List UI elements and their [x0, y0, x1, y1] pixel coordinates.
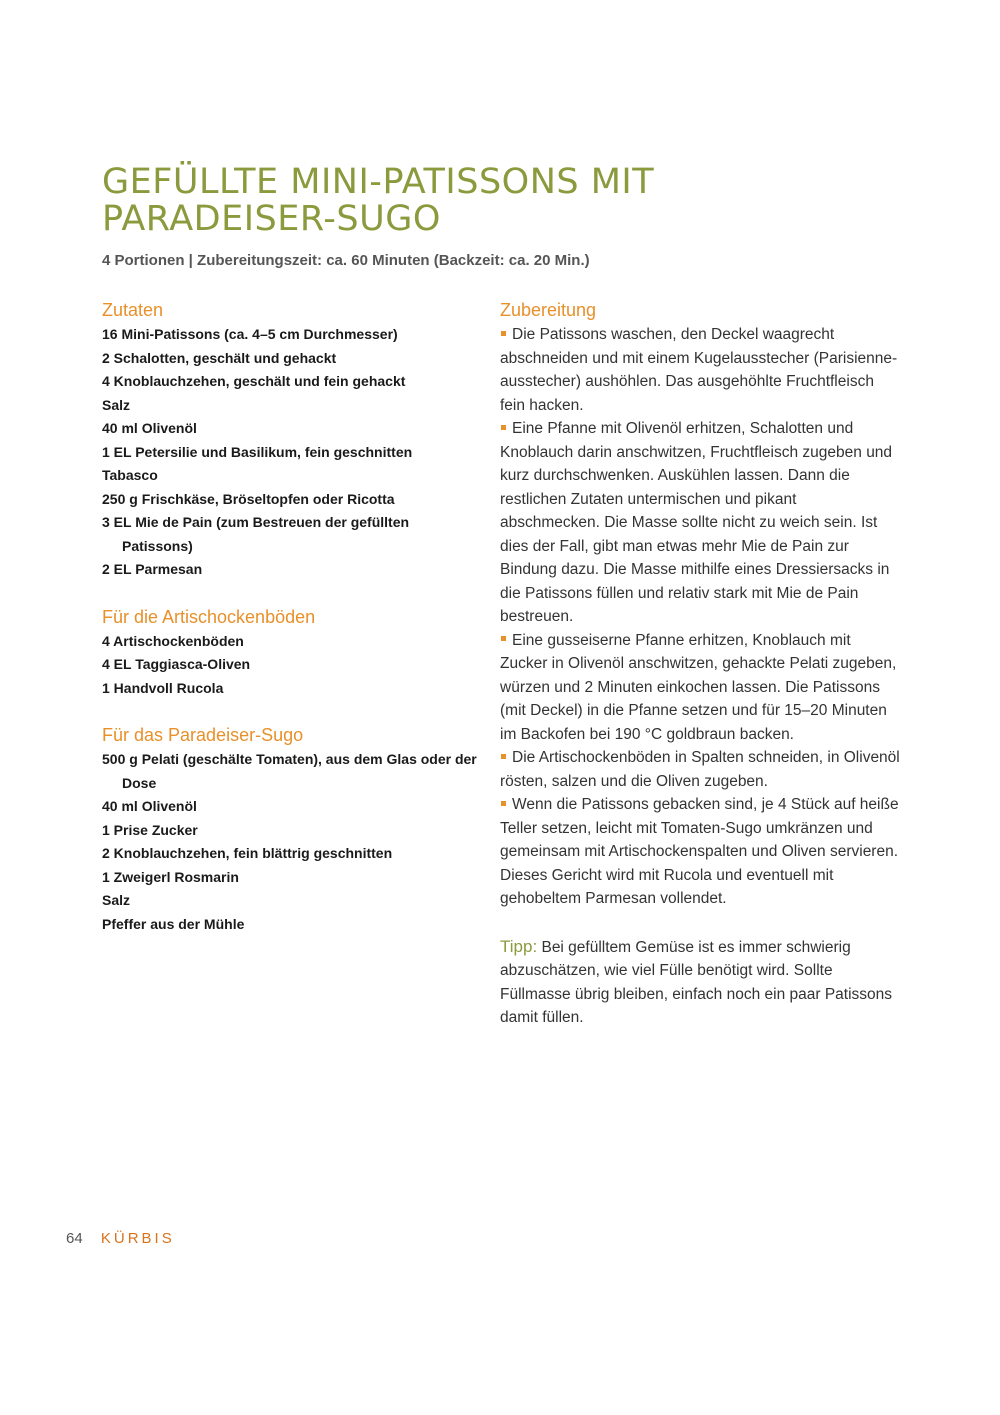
artichoke-list: [102, 630, 477, 701]
ingredients-column: [102, 296, 477, 936]
preparation-step: [500, 746, 900, 793]
recipe-title-line-2: PARADEISER-SUGO: [102, 199, 441, 239]
ingredient-item: 2 Schalotten, geschält und gehackt: [102, 349, 337, 366]
preparation-steps: [500, 323, 900, 911]
preparation-step: [500, 793, 900, 911]
bullet-square-icon: [501, 754, 506, 759]
ingredient-item: 1 Handvoll Rucola: [102, 679, 224, 696]
ingredient-item: Tabasco: [102, 467, 158, 483]
bullet-square-icon: [501, 636, 506, 641]
ingredient-item: Salz: [102, 396, 131, 413]
ingredient-item: 4 EL Taggiasca-Oliven: [102, 656, 251, 672]
ingredient-item: 16 Mini-Patissons (ca. 4–5 cm Durchmesser): [102, 326, 398, 342]
preparation-step-text: Eine Pfanne mit Olivenöl erhitzen, Schalotten und Knoblauch darin anschwitzen, Fruchtfleisch zugeben und kurz durchschwenken. Auskühlen lassen. Dann die restlichen Zutaten untermischen und pikant abschmecken. Die Masse sollte nicht zu weich sein. Ist dies der Fall, gibt man etwas mehr Mie de Pain zur Bindung dazu. Die Masse mithilfe eines Dressiersacks in die Patissons füllen und relativ stark mit Mie de Pain bestreuen.: [500, 420, 893, 625]
ingredients-heading: Zutaten: [102, 300, 164, 320]
bullet-square-icon: [501, 801, 506, 806]
preparation-column: [500, 296, 900, 1045]
ingredient-item: Salz: [102, 892, 131, 908]
preparation-step: [500, 323, 900, 417]
preparation-step: [500, 629, 900, 747]
ingredient-item: 4 Knoblauchzehen, geschält und fein gehackt: [102, 373, 406, 389]
sugo-heading: Für das Paradeiser-Sugo: [102, 725, 304, 745]
ingredient-item: 1 EL Petersilie und Basilikum, fein geschnitten: [102, 443, 413, 460]
preparation-step-text: Die Artischockenböden in Spalten schneiden, in Olivenöl rösten, salzen und die Oliven zugeben.: [500, 749, 900, 790]
preparation-step-text: Wenn die Patissons gebacken sind, je 4 Stück auf heiße Teller setzen, leicht mit Tomaten-Sugo umkränzen und gemeinsam mit Artischockenspalten und Oliven servieren. Dieses Gericht wird mit Rucola und eventuell mit gehobeltem Parmesan vollendet.: [500, 796, 899, 907]
ingredient-item: 2 Knoblauchzehen, fein blättrig geschnitten: [102, 845, 393, 861]
bullet-square-icon: [501, 331, 506, 336]
ingredient-item: 250 g Frischkäse, Bröseltopfen oder Ricotta: [102, 490, 395, 507]
tip-label: Tipp:: [500, 936, 538, 956]
sugo-list: [102, 748, 477, 936]
preparation-step-text: Die Patissons waschen, den Deckel waagrecht abschneiden und mit einem Kugelausstecher (Parisienneausstecher) aushöhlen. Das ausgehöhlte Fruchtfleisch fein hacken.: [500, 326, 898, 414]
tip-paragraph: [500, 935, 900, 1030]
ingredient-item: 40 ml Olivenöl: [102, 420, 197, 436]
preparation-step-text: Eine gusseiserne Pfanne erhitzen, Knoblauch mit Zucker in Olivenöl anschwitzen, gehackte Pelati zugeben, würzen und 2 Minuten einkochen lassen. Die Patissons (mit Deckel) in die Pfanne setzen und für 15–20 Minuten im Backofen bei 190 °C goldbraun backen.: [500, 631, 897, 743]
ingredient-item: 1 Prise Zucker: [102, 821, 198, 838]
chapter-name: KÜRBIS: [100, 1230, 175, 1247]
recipe-title-line-1: GEFÜLLTE MINI-PATISSONS MIT: [102, 162, 655, 202]
bullet-square-icon: [501, 425, 506, 430]
ingredient-item: 40 ml Olivenöl: [102, 798, 197, 814]
preparation-heading: Zubereitung: [500, 300, 597, 320]
tip-text: Bei gefülltem Gemüse ist es immer schwierig abzuschätzen, wie viel Fülle benötigt wird. Sollte Füllmasse übrig bleiben, einfach noch ein paar Patissons damit füllen.: [500, 938, 893, 1026]
ingredient-item: 1 Zweigerl Rosmarin: [102, 868, 239, 885]
ingredient-item: 500 g Pelati (geschälte Tomaten), aus dem Glas oder der Dose: [102, 751, 477, 791]
page-number: 64: [66, 1230, 83, 1247]
artichoke-heading: Für die Artischockenböden: [102, 606, 316, 627]
preparation-step: [500, 417, 900, 629]
ingredient-item: 3 EL Mie de Pain (zum Bestreuen der gefüllten Patissons): [102, 514, 410, 554]
ingredients-list: [102, 323, 477, 582]
ingredient-item: 2 EL Parmesan: [102, 561, 203, 577]
ingredient-item: 4 Artischockenböden: [102, 632, 244, 649]
recipe-meta: 4 Portionen | Zubereitungszeit: ca. 60 Minuten (Backzeit: ca. 20 Min.): [102, 252, 590, 269]
page-footer: [66, 1228, 175, 1250]
ingredient-item: Pfeffer aus der Mühle: [102, 915, 245, 932]
recipe-title: [102, 164, 922, 238]
